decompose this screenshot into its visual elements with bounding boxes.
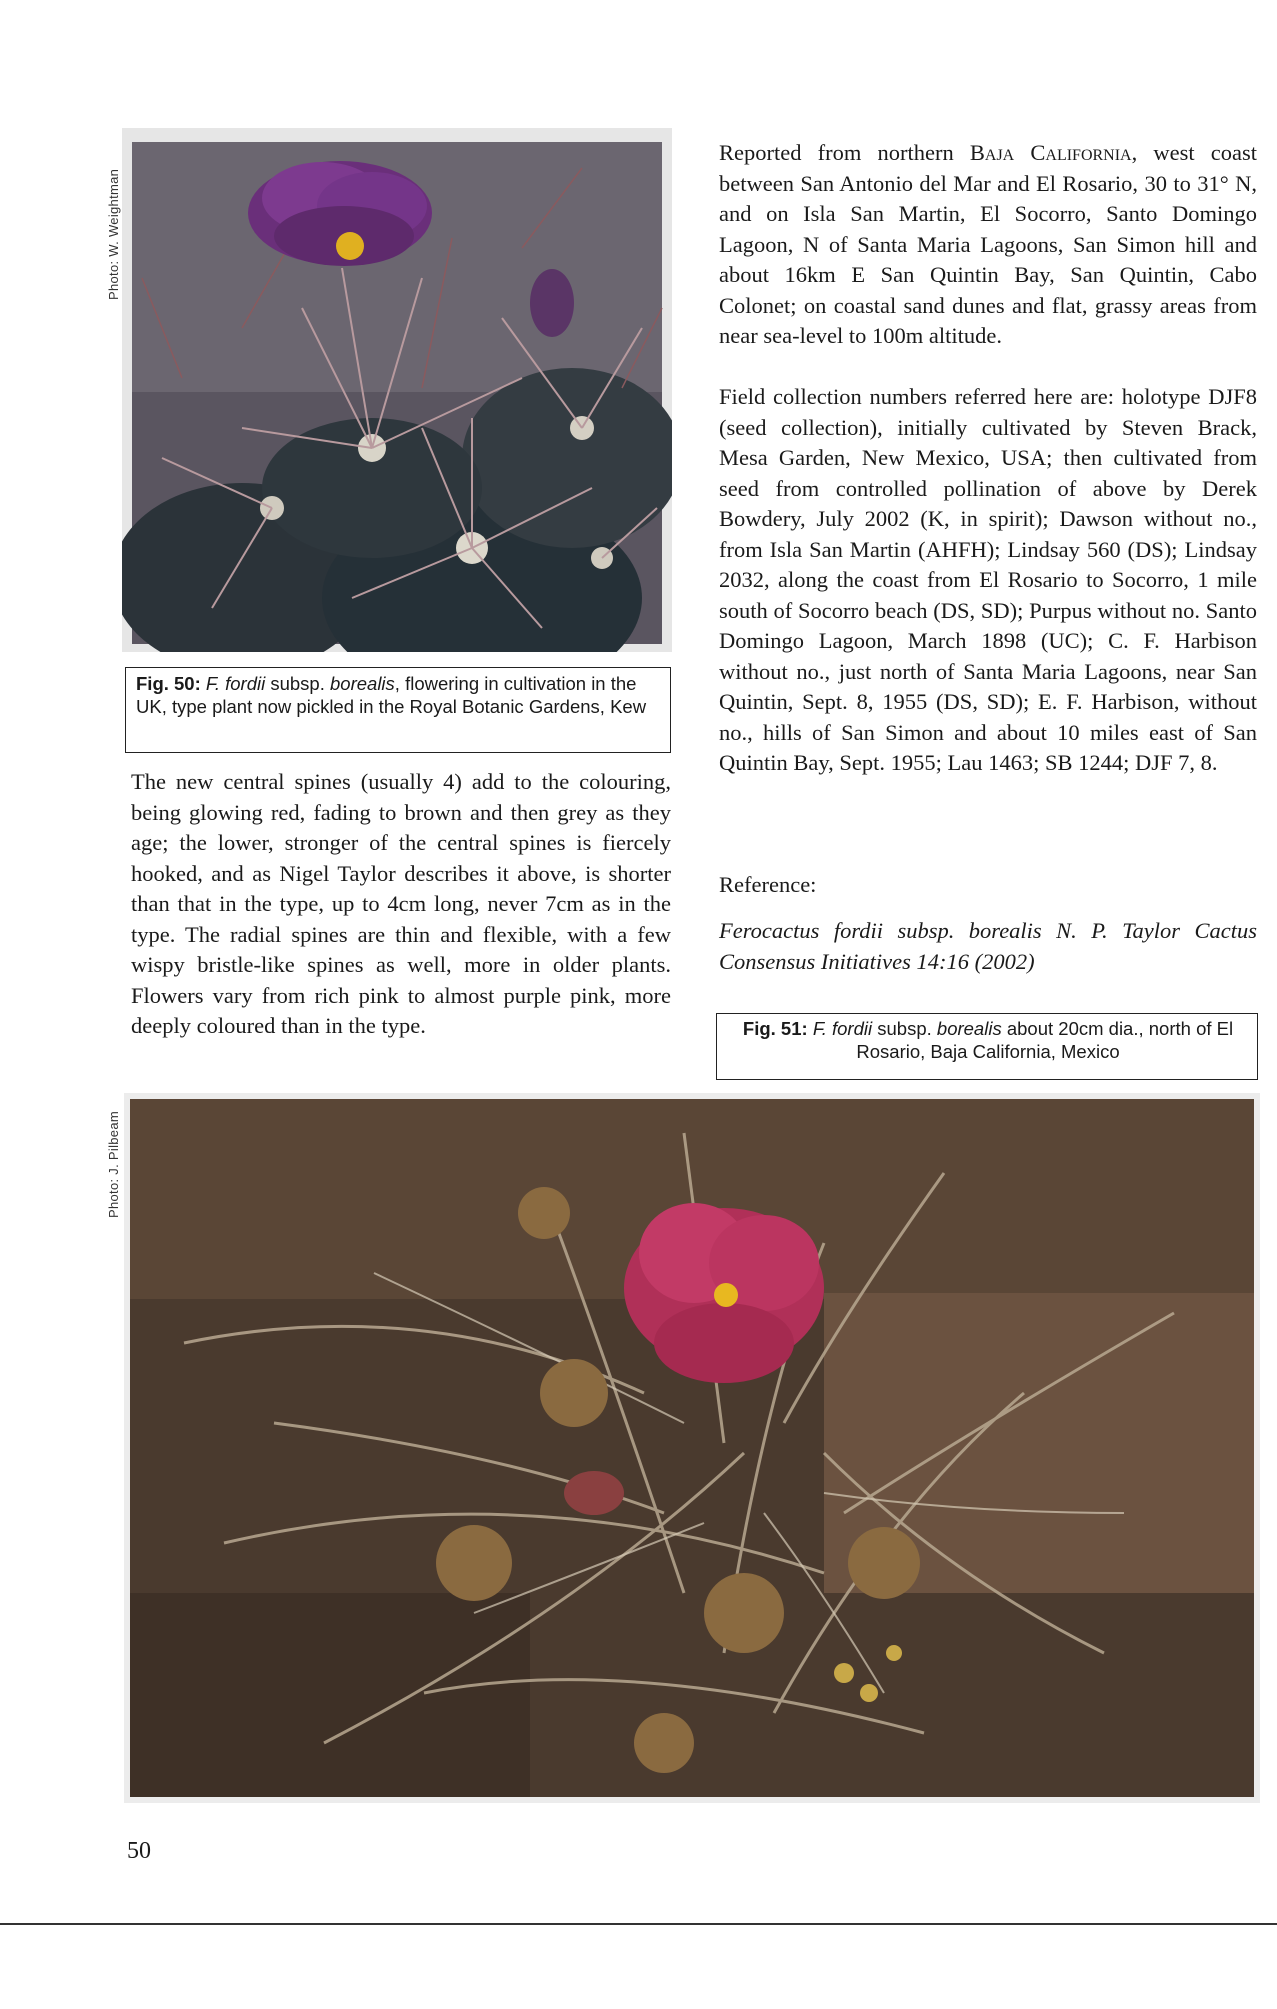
page-number: 50	[127, 1838, 151, 1864]
flowering-cactus-image	[122, 128, 672, 652]
fig51-caption-text: about 20cm dia., north of El Rosario, Baja California, Mexico	[856, 1018, 1234, 1062]
fig50-photo	[122, 128, 672, 652]
field-collections-paragraph: Field collection numbers referred here are: holotype DJF8 (seed collection), initially cultivated by Steven Brack, Mesa Garden, New Mexico, USA; then cultivated from seed from controlled pollination of above by Derek Bowdery, July 2002 (K, in spirit); Dawson without no., from Isla San Martin (AHFH); Lindsay 560 (DS); Lindsay 2032, along the coast from El Rosario to Socorro, 1 mile south of Socorro beach (DS, SD); Purpus without no. Santo Domingo Lagoon, March 1898 (UC); C. F. Harbison without no., just north of Santa Maria Lagoons, near San Quintin, Sept. 8, 1955 (DS, SD); E. F. Harbison, without no., hills of San Simon and about 10 miles east of San Quintin Bay, Sept. 1955; Lau 1463; SB 1244; DJF 7, 8.	[719, 384, 1257, 775]
fig50-caption-text: , flowering in cultivation in the UK, type plant now pickled in the Royal Botanic Gardens, Kew	[136, 673, 647, 717]
bottom-rule	[0, 1923, 1277, 1925]
fig50-caption-label: Fig. 50:	[136, 673, 201, 694]
fig50-caption	[125, 667, 671, 753]
reference-text: Ferocactus fordii subsp. borealis N. P. Taylor Cactus Consensus Initiatives 14:16 (2002)	[719, 918, 1257, 974]
fig50-photo-credit: Photo: W. Weightman	[106, 168, 121, 300]
distribution-text: , west coast between San Antonio del Mar and El Rosario, 30 to 31° N, and on Isla San Martin, El Socorro, Santo Domingo Lagoon, N of Santa Maria Lagoons, San Simon hill and about 16km E San Quintin Bay, San Quintin, Cabo Colonet; on coastal sand dunes and flat, grassy areas from near sea-level to 100m altitude.	[719, 140, 1257, 348]
fig51-photo	[124, 1093, 1260, 1803]
cactus-in-habitat-image	[124, 1093, 1260, 1803]
left-column-paragraph: The new central spines (usually 4) add to the colouring, being glowing red, fading to brown and then grey as they age; the lower, stronger of the central spines is fiercely hooked, and as Nigel Taylor describes it above, is shorter than that in the type, up to 4cm long, never 7cm as in the type. The radial spines are thin and flexible, with a few wispy bristle-like spines as well, more in older plants. Flowers vary from rich pink to almost purple pink, more deeply coloured than in the type.	[131, 769, 671, 1038]
fig50-caption-species: F. fordii	[205, 673, 266, 694]
distribution-paragraph	[719, 138, 1257, 352]
fig51-caption	[716, 1013, 1258, 1080]
fig51-caption-species: F. fordii	[812, 1018, 873, 1039]
fig51-caption-subsp: subsp.	[877, 1018, 932, 1039]
reference-heading: Reference:	[719, 872, 817, 897]
fig51-photo-credit: Photo: J. Pilbeam	[106, 1111, 121, 1218]
fig51-caption-label: Fig. 51:	[742, 1018, 808, 1039]
distribution-region: Baja California	[969, 140, 1132, 165]
fig50-caption-subsp: subsp.	[270, 673, 325, 694]
fig50-caption-variety: borealis	[330, 673, 395, 694]
fig51-caption-variety: borealis	[936, 1018, 1002, 1039]
distribution-intro: Reported from northern	[719, 140, 954, 165]
